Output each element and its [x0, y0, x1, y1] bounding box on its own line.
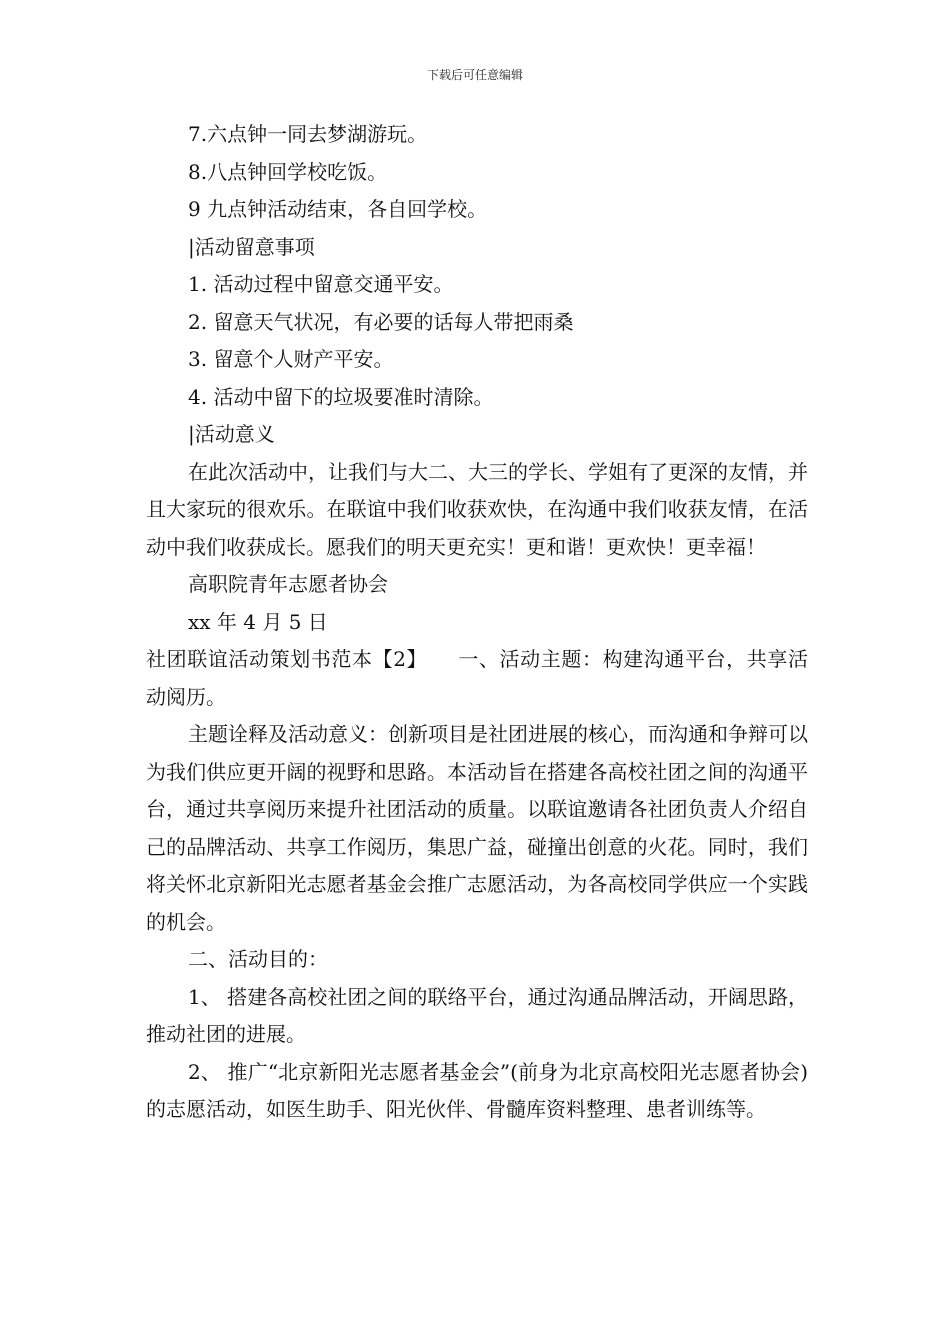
organization-name: 高职院青年志愿者协会 [188, 572, 388, 596]
schedule-item-8: 8.八点钟回学校吃饭。 [188, 159, 388, 184]
goal-item-1: 1、 搭建各高校社团之间的联络平台，通过沟通品牌活动，开阔思路，推动社团的进展。 [146, 984, 808, 1046]
note-item-3: 3. 留意个人财产平安。 [188, 347, 394, 371]
goals-heading: 二、活动目的： [188, 947, 328, 971]
note-item-1: 1. 活动过程中留意交通平安。 [188, 272, 454, 296]
schedule-item-7: 7.六点钟一同去梦湖游玩。 [188, 122, 428, 146]
page-header-note: 下载后可任意编辑 [426, 68, 523, 82]
note-item-4: 4. 活动中留下的垃圾要准时清除。 [188, 384, 494, 409]
document-body [146, 116, 808, 1129]
theme-paragraph: 主题诠释及活动意义：创新项目是社团进展的核心，而沟通和争辩可以为我们供应更开阔的视野和思路。本活动旨在搭建各高校社团之间的沟通平台，通过共享阅历来提升社团活动的质量。以联谊邀请各社团负责人介绍自己的品牌活动、共享工作阅历，集思广益，碰撞出创意的火花。同时，我们将关怀北京新阳光志愿者基金会推广志愿活动，为各高校同学供应一个实践的机会。 [146, 722, 808, 934]
note-item-2: 2. 留意天气状况，有必要的话每人带把雨桑 [188, 309, 574, 334]
goal-item-2: 2、 推广“北京新阳光志愿者基金会”(前身为北京高校阳光志愿者协会)的志愿活动，如医生助手、阳光伙伴、骨髓库资料整理、患者训练等。 [146, 1059, 808, 1121]
section-title-2: 社团联谊活动策划书范本【2】 一、活动主题：构建沟通平台，共享活动阅历。 [146, 647, 808, 709]
notes-heading: |活动留意事项 [188, 234, 315, 259]
document-date: xx 年 4 月 5 日 [188, 609, 328, 634]
meaning-heading: |活动意义 [188, 422, 275, 446]
meaning-paragraph: 在此次活动中，让我们与大二、大三的学长、学姐有了更深的友情，并且大家玩的很欢乐。在联谊中我们收获欢快，在沟通中我们收获友情，在活动中我们收获成长。愿我们的明天更充实！更和谐！更欢快！更幸福！ [146, 459, 808, 559]
schedule-item-9: 9 九点钟活动结束，各自回学校。 [188, 197, 488, 221]
